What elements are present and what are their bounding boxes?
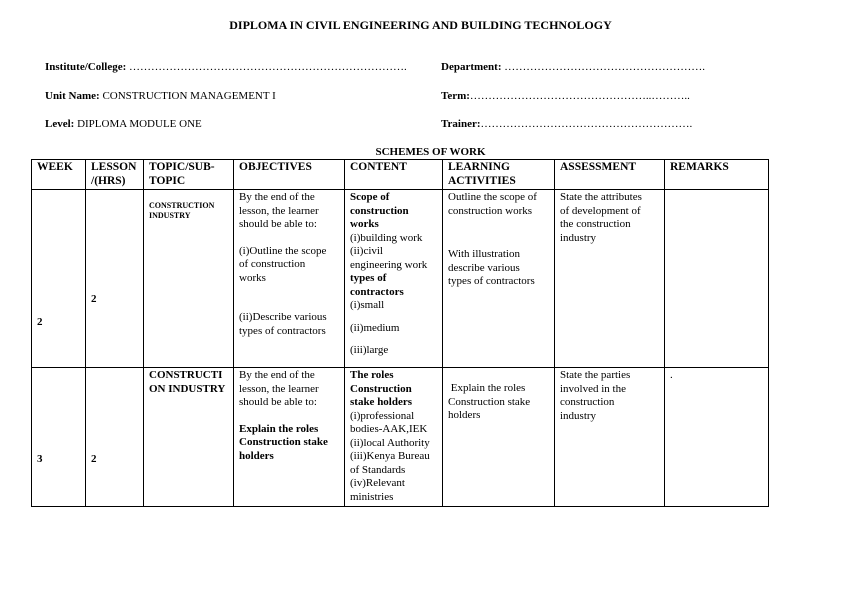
assessment-line: industry: [560, 231, 597, 244]
col-lesson-label-2: /(HRS): [91, 174, 126, 187]
col-assessment-label: ASSESSMENT: [560, 161, 637, 173]
col-lesson-label: LESSON: [91, 161, 137, 173]
unit-name-value: CONSTRUCTION MANAGEMENT I: [99, 90, 276, 102]
term-value: …………………………………………..………..: [469, 90, 690, 102]
col-learning-activities: [443, 160, 555, 190]
content-heading: works: [350, 218, 379, 230]
assessment-line: the construction: [560, 218, 631, 230]
topic-line: CONSTRUCTI: [149, 369, 223, 381]
topic-line: CONSTRUCTION: [149, 201, 215, 210]
objective-line: works: [239, 271, 266, 284]
learning-activities-cell: [443, 190, 555, 368]
schemes-table: [31, 159, 769, 507]
learning-line: With illustration: [448, 248, 520, 260]
objective-line: should be able to:: [239, 218, 317, 230]
institute-label: Institute/College:: [45, 61, 127, 73]
content-line: (i)professional: [350, 409, 415, 422]
content-line: bodies-AAK,IEK: [350, 423, 428, 435]
department-label: Department:: [441, 61, 502, 73]
table-row: [32, 368, 769, 507]
assessment-line: involved in the: [560, 382, 626, 395]
trainer-field: [441, 118, 692, 130]
content-cell: [345, 368, 443, 507]
content-line: engineering work: [350, 258, 428, 271]
learning-line: Explain the roles: [448, 382, 526, 394]
department-value: ……………………………………………….: [501, 61, 705, 73]
col-learning-label: LEARNING: [448, 161, 510, 173]
objective-line: By the end of the: [239, 369, 315, 381]
learning-line: describe various: [448, 261, 520, 274]
assessment-line: industry: [560, 409, 597, 422]
col-lesson: [86, 160, 144, 190]
unit-name-field: [45, 90, 276, 102]
schemes-of-work-title: SCHEMES OF WORK: [375, 146, 486, 158]
content-heading: construction: [350, 204, 409, 217]
objective-line: By the end of the: [239, 191, 315, 203]
col-objectives: [234, 160, 345, 190]
content-heading: stake holders: [350, 396, 413, 408]
content-heading: types of: [350, 272, 387, 284]
content-heading: The roles: [350, 369, 394, 381]
learning-line: types of contractors: [448, 275, 535, 287]
col-assessment: [555, 160, 665, 190]
objective-line: lesson, the learner: [239, 382, 319, 395]
learning-line: Construction stake: [448, 395, 531, 408]
assessment-cell: [555, 190, 665, 368]
assessment-line: construction: [560, 396, 615, 408]
assessment-cell: [555, 368, 665, 507]
col-objectives-label: OBJECTIVES: [239, 161, 312, 173]
objective-line: Construction stake: [239, 436, 328, 448]
objective-line: should be able to:: [239, 396, 317, 408]
objective-line: lesson, the learner: [239, 204, 319, 217]
objectives-cell: [234, 190, 345, 368]
content-line: (iii)large: [350, 344, 389, 356]
table-row: [32, 190, 769, 368]
topic-line: INDUSTRY: [149, 211, 191, 220]
assessment-line: State the attributes: [560, 191, 642, 203]
learning-line: holders: [448, 409, 481, 421]
col-content-label: CONTENT: [350, 161, 407, 173]
col-remarks-label: REMARKS: [670, 161, 729, 173]
content-heading: Scope of: [350, 191, 390, 203]
col-remarks: [665, 160, 769, 190]
objective-line: (i)Outline the scope: [239, 244, 327, 257]
level-value: DIPLOMA MODULE ONE: [74, 118, 202, 130]
week-cell: 2: [32, 190, 86, 368]
objective-line: (ii)Describe various: [239, 311, 327, 323]
unit-name-label: Unit Name:: [45, 90, 100, 102]
content-cell: [345, 190, 443, 368]
term-label: Term:: [441, 90, 470, 102]
level-label: Level:: [45, 118, 75, 130]
objective-line: of construction: [239, 258, 306, 270]
week-cell: 3: [32, 368, 86, 507]
content-line: (iv)Relevant: [350, 477, 405, 489]
objective-line: types of contractors: [239, 324, 326, 337]
topic-cell: [144, 368, 234, 507]
content-line: (iii)Kenya Bureau: [350, 450, 430, 462]
term-field: [441, 90, 690, 102]
col-topic: [144, 160, 234, 190]
remarks-cell: [665, 190, 769, 368]
content-line: (i)small: [350, 299, 385, 311]
institute-value: ………………………………………………………………….: [126, 61, 407, 73]
table-header-row: [32, 160, 769, 190]
trainer-label: Trainer:: [441, 118, 481, 130]
col-learning-label-2: ACTIVITIES: [448, 174, 516, 187]
content-line: of Standards: [350, 463, 406, 476]
assessment-line: State the parties: [560, 369, 631, 381]
institute-field: [45, 61, 407, 73]
content-line: (i)building work: [350, 231, 423, 244]
col-content: [345, 160, 443, 190]
learning-line: Outline the scope of: [448, 191, 537, 203]
lesson-cell: 2: [86, 190, 144, 368]
content-heading: Construction: [350, 382, 412, 395]
objectives-cell: [234, 368, 345, 507]
col-week-label: WEEK: [37, 161, 73, 173]
content-line: ministries: [350, 490, 394, 503]
level-field: [45, 118, 202, 130]
learning-line: construction works: [448, 204, 533, 217]
topic-line: ON INDUSTRY: [149, 382, 226, 395]
col-week: [32, 160, 86, 190]
objective-line: holders: [239, 449, 274, 462]
content-line: (ii)local Authority: [350, 436, 430, 449]
trainer-value: ………………………………………………….: [480, 118, 693, 130]
col-topic-label-2: TOPIC: [149, 174, 186, 187]
document-title: DIPLOMA IN CIVIL ENGINEERING AND BUILDING TECHNOLOGY: [229, 18, 612, 32]
content-line: (ii)medium: [350, 321, 400, 334]
department-field: [441, 61, 705, 73]
learning-activities-cell: [443, 368, 555, 507]
topic-cell: [144, 190, 234, 368]
assessment-line: of development of: [560, 204, 641, 217]
lesson-cell: 2: [86, 368, 144, 507]
content-heading: contractors: [350, 285, 404, 298]
col-topic-label: TOPIC/SUB-: [149, 161, 215, 173]
remarks-cell: .: [665, 368, 769, 507]
content-line: (ii)civil: [350, 245, 383, 257]
objective-line: Explain the roles: [239, 422, 319, 435]
